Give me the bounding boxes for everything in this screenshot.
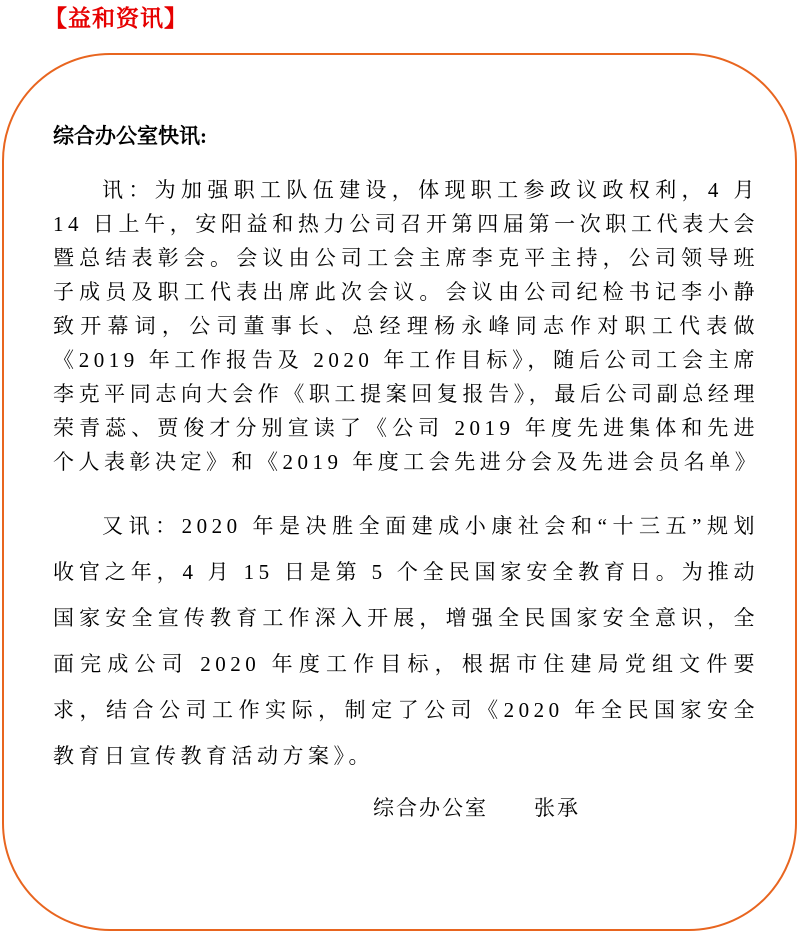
bulletin-paragraph-security-education-news: 又讯：2020 年是决胜全面建成小康社会和“十三五”规划收官之年，4 月 15 日是第 5 个全民国家安全教育日。为推动国家安全宣传教育工作深入开展，增强全民国家安全意识，全面完成公司 2020 年度工作目标，根据市住建局党组文件要求，结合公司工作实际，制定了公司《2020 年全民国家安全教育日宣传教育活动方案》。 <box>53 514 759 768</box>
bulletin-signoff: 综合办公室 张承 <box>373 796 580 820</box>
masthead-title: 【益和资讯】 <box>44 6 188 31</box>
bulletin-rounded-border-box <box>2 53 797 931</box>
bulletin-title: 综合办公室快讯: <box>53 124 207 148</box>
bulletin-paragraph-meeting-news: 讯：为加强职工队伍建设，体现职工参政议政权利，4 月 14 日上午，安阳益和热力公司召开第四届第一次职工代表大会暨总结表彰会。会议由公司工会主席李克平主持，公司领导班子成员及职工代表出席此次会议。会议由公司纪检书记李小静致开幕词，公司董事长、总经理杨永峰同志作对职工代表做《2019 年工作报告及 2020 年工作目标》，随后公司工会主席李克平同志向大会作《职工提案回复报告》，最后公司副总经理荣青蕊、贾俊才分别宣读了《公司 2019 年度先进集体和先进个人表彰决定》和《2019 年度工会先进分会及先进会员名单》 <box>53 178 761 474</box>
